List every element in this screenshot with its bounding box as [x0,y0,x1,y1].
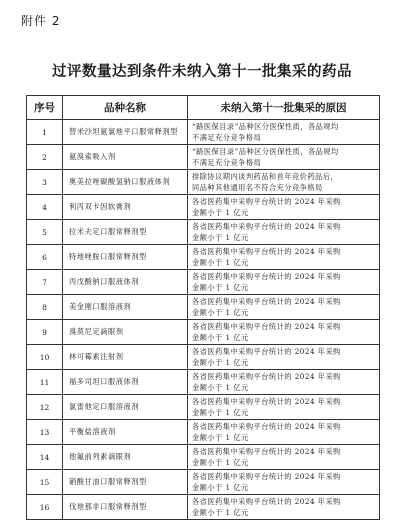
reason-line: 金额小于 1 亿元 [192,283,249,292]
reason-line: 各省医药集中采购平台统计的 2024 年采购 [192,247,341,256]
row-drug-name: 特地唑胺口服常释剂型 [63,245,188,270]
row-drug-name: 氨溴索吸入剂 [63,145,188,170]
table-row [27,145,380,170]
row-exclusion-reason [188,495,380,520]
table-row [27,395,380,420]
row-exclusion-reason [188,195,380,220]
reason-line: 金额小于 1 亿元 [192,258,249,267]
row-drug-name: 替米沙坦氨氯地平口服常释剂型 [63,120,188,145]
row-serial-number: 10 [27,345,63,370]
reason-line: 各省医药集中采购平台统计的 2024 年采购 [192,347,341,356]
table-header-row [27,96,380,120]
table-row [27,195,380,220]
row-exclusion-reason [188,270,380,295]
row-exclusion-reason [188,220,380,245]
reason-line: 各省医药集中采购平台统计的 2024 年采购 [192,372,341,381]
reason-line: 金额小于 1 亿元 [192,358,249,367]
row-exclusion-reason [188,470,380,495]
reason-line: 各省医药集中采购平台统计的 2024 年采购 [192,422,341,431]
row-serial-number: 3 [27,170,63,195]
row-exclusion-reason [188,295,380,320]
row-serial-number: 11 [27,370,63,395]
row-drug-name: 平衡盐溶液剂 [63,420,188,445]
row-drug-name: 拉米夫定口服常释剂型 [63,220,188,245]
row-exclusion-reason [188,245,380,270]
reason-line: 各省医药集中采购平台统计的 2024 年采购 [192,197,341,206]
reason-line: 各省医药集中采购平台统计的 2024 年采购 [192,272,341,281]
table-row [27,170,380,195]
attachment-label: 附件 2 [21,14,61,28]
reason-line: 各省医药集中采购平台统计的 2024 年采购 [192,472,341,481]
page-title: 过评数量达到条件未纳入第十一批集采的药品 [52,64,352,80]
table-row [27,420,380,445]
row-exclusion-reason [188,420,380,445]
table-row [27,495,380,520]
row-exclusion-reason [188,445,380,470]
row-drug-name: 丙戊酸钠口服液体剂 [63,270,188,295]
row-drug-name: 奥美拉唑碳酸氢钠口服液体剂 [63,170,188,195]
row-exclusion-reason [188,320,380,345]
row-drug-name: 福多司坦口服液体剂 [63,370,188,395]
reason-line: 各省医药集中采购平台统计的 2024 年采购 [192,222,341,231]
row-serial-number: 5 [27,220,63,245]
row-drug-name: 他氟前列素滴眼剂 [63,445,188,470]
table-row [27,270,380,295]
table-row [27,245,380,270]
row-serial-number: 14 [27,445,63,470]
reason-line: 金额小于 1 亿元 [192,308,249,317]
reason-line: “路医保目录”品种区分医保性质，各品规均 [192,147,339,156]
header-serial-number: 序号 [27,96,63,120]
reason-line: 金额小于 1 亿元 [192,483,249,492]
reason-line: 不满足充分竞争格局 [192,133,262,142]
reason-line: 金额小于 1 亿元 [192,408,249,417]
reason-line: 金额小于 1 亿元 [192,458,249,467]
row-serial-number: 8 [27,295,63,320]
reason-line: 不满足充分竞争格局 [192,158,262,167]
row-serial-number: 2 [27,145,63,170]
table-body [27,120,380,520]
row-drug-name: 硝酸甘油口服常释剂型 [63,470,188,495]
reason-line: 各省医药集中采购平台统计的 2024 年采购 [192,297,341,306]
row-serial-number: 12 [27,395,63,420]
table-row [27,295,380,320]
row-drug-name: 伐地那非口服常释剂型 [63,495,188,520]
reason-line: 金额小于 1 亿元 [192,233,249,242]
reason-line: 各省医药集中采购平台统计的 2024 年采购 [192,447,341,456]
table-row [27,220,380,245]
reason-line: 金额小于 1 亿元 [192,333,249,342]
drug-table [26,95,380,520]
reason-line: 排除协议期内谈判药品和首年竞价药品后， [192,172,339,181]
header-drug-name: 品种名称 [63,96,188,120]
row-serial-number: 6 [27,245,63,270]
row-drug-name: 溴莫尼定滴眼剂 [63,320,188,345]
reason-line: 金额小于 1 亿元 [192,383,249,392]
row-serial-number: 13 [27,420,63,445]
reason-line: 各省医药集中采购平台统计的 2024 年采购 [192,397,341,406]
row-drug-name: 美金刚口服溶液剂 [63,295,188,320]
row-exclusion-reason [188,395,380,420]
row-serial-number: 15 [27,470,63,495]
row-drug-name: 利丙双卡因软膏剂 [63,195,188,220]
reason-line: 同品种其他通用名不符合充分竞争格局 [192,183,323,192]
row-serial-number: 4 [27,195,63,220]
row-exclusion-reason [188,120,380,145]
row-serial-number: 16 [27,495,63,520]
row-exclusion-reason [188,170,380,195]
row-exclusion-reason [188,145,380,170]
row-serial-number: 9 [27,320,63,345]
table-row [27,445,380,470]
reason-line: 金额小于 1 亿元 [192,508,249,517]
reason-line: 各省医药集中采购平台统计的 2024 年采购 [192,497,341,506]
header-exclusion-reason: 未纳入第十一批集采的原因 [188,96,380,120]
table-row [27,470,380,495]
row-serial-number: 1 [27,120,63,145]
table-row [27,370,380,395]
reason-line: 金额小于 1 亿元 [192,208,249,217]
reason-line: “路医保目录”品种区分医保性质，各品规均 [192,122,339,131]
row-serial-number: 7 [27,270,63,295]
row-drug-name: 氯雷他定口服溶液剂 [63,395,188,420]
row-exclusion-reason [188,345,380,370]
table-row [27,345,380,370]
reason-line: 金额小于 1 亿元 [192,433,249,442]
row-exclusion-reason [188,370,380,395]
table-row [27,120,380,145]
table-row [27,320,380,345]
row-drug-name: 林可霉素注射剂 [63,345,188,370]
reason-line: 各省医药集中采购平台统计的 2024 年采购 [192,322,341,331]
